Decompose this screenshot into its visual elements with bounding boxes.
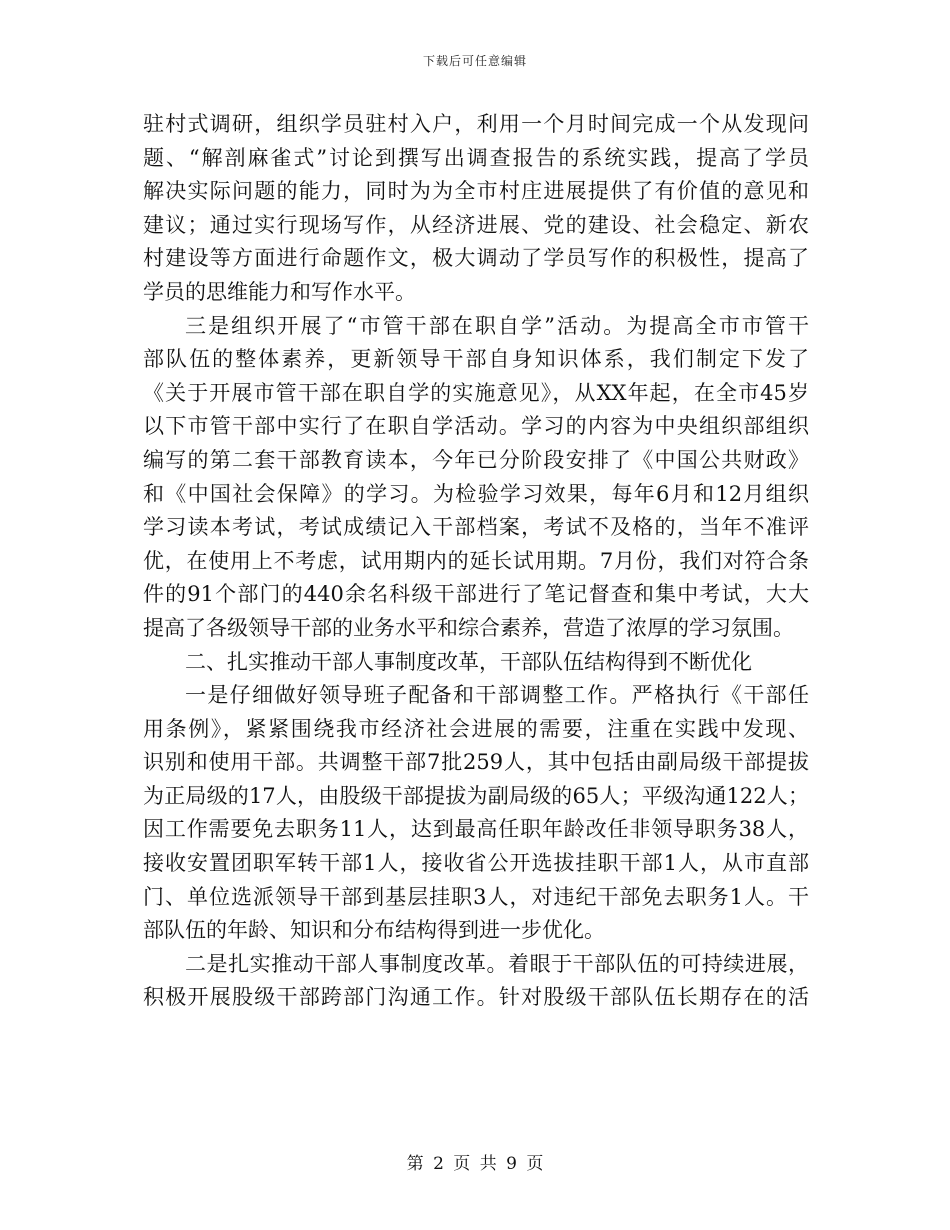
paragraph-2-line-2: 部队伍的整体素养，更新领导干部自身知识体系，我们制定下发了	[143, 347, 809, 372]
paragraph-2-line-10: 提高了各级领导干部的业务水平和综合素养，营造了浓厚的学习氛围。	[143, 615, 794, 640]
paragraph-2-line-8: 优，在使用上不考虑，试用期内的延长试用期。7月份，我们对符合条	[143, 548, 809, 573]
paragraph-2-line-7: 学习读本考试，考试成绩记入干部档案，考试不及格的，当年不准评	[143, 515, 809, 540]
paragraph-2-line-5: 编写的第二套干部教育读本，今年已分阶段安排了《中国公共财政》	[143, 447, 809, 472]
paragraph-1-line-1: 驻村式调研，组织学员驻村入户，利用一个月时间完成一个从发现问	[143, 112, 809, 136]
paragraph-4-line-6: 接收安置团职军转干部1人，接收省公开选拔挂职干部1人，从市直部	[143, 851, 809, 876]
paragraph-4-line-4: 为正局级的17人，由股级干部提拔为副局级的65人；平级沟通122人；	[143, 783, 809, 808]
paragraph-1-line-2: 题、“解剖麻雀式”讨论到撰写出调查报告的系统实践，提高了学员	[143, 145, 809, 170]
paragraph-5-line-1: 二是扎实推动干部人事制度改革。着眼于干部队伍的可持续进展，	[185, 951, 809, 976]
document-body	[143, 108, 809, 1015]
paragraph-4-line-8: 部队伍的年龄、知识和分布结构得到进一步优化。	[143, 918, 605, 943]
paragraph-2-line-3: 《关于开展市管干部在职自学的实施意见》，从XX年起，在全市45岁	[143, 380, 809, 405]
paragraph-1-line-4: 建议；通过实行现场写作，从经济进展、党的建设、社会稳定、新农	[143, 212, 809, 237]
paragraph-2-line-9: 件的91个部门的440余名科级干部进行了笔记督查和集中考试，大大	[143, 582, 809, 607]
paragraph-1-line-5: 村建设等方面进行命题作文，极大调动了学员写作的积极性，提高了	[143, 246, 809, 271]
paragraph-3-line-1: 二、扎实推动干部人事制度改革，干部队伍结构得到不断优化	[185, 649, 752, 674]
paragraph-2-line-1: 三是组织开展了“市管干部在职自学”活动。为提高全市市管干	[185, 313, 809, 338]
paragraph-4-line-3: 识别和使用干部。共调整干部7批259人，其中包括由副局级干部提拔	[143, 750, 809, 775]
paragraph-2-line-4: 以下市管干部中实行了在职自学活动。学习的内容为中央组织部组织	[143, 414, 809, 439]
paragraph-2-line-6: 和《中国社会保障》的学习。为检验学习效果，每年6月和12月组织	[143, 481, 809, 506]
paragraph-1-line-3: 解决实际问题的能力，同时为为全市村庄进展提供了有价值的意见和	[143, 179, 809, 204]
page-header: 下载后可任意编辑	[422, 54, 527, 68]
paragraph-4-line-7: 门、单位选派领导干部到基层挂职3人，对违纪干部免去职务1人。干	[143, 884, 809, 909]
paragraph-4-line-1: 一是仔细做好领导班子配备和干部调整工作。严格执行《干部任	[185, 683, 809, 708]
page-number-footer: 第 2 页 共 9 页	[406, 1154, 544, 1174]
paragraph-4-line-5: 因工作需要免去职务11人，达到最高任职年龄改任非领导职务38人，	[143, 817, 809, 842]
paragraph-1-line-6: 学员的思维能力和写作水平。	[143, 279, 416, 304]
paragraph-4-line-2: 用条例》，紧紧围绕我市经济社会进展的需要，注重在实践中发现、	[143, 716, 809, 741]
paragraph-5-line-2: 积极开展股级干部跨部门沟通工作。针对股级干部队伍长期存在的活	[143, 985, 809, 1010]
